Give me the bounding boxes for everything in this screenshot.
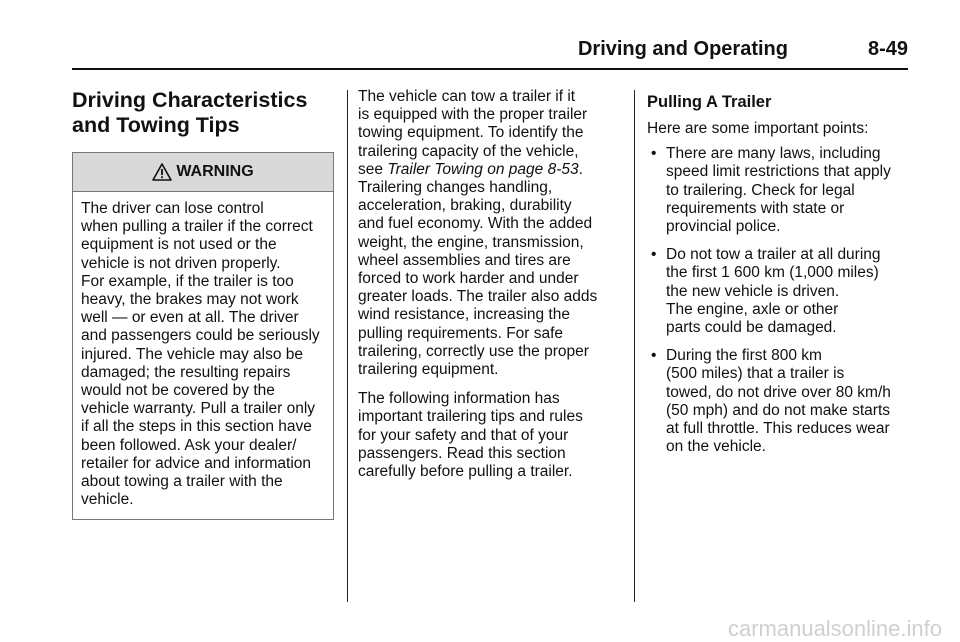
section-title: Driving and Operating: [577, 38, 788, 60]
paragraph-line: greater loads. The trailer also adds: [358, 288, 598, 306]
paragraph-line: acceleration, braking, durability: [358, 197, 572, 215]
list-item-line: The engine, axle or other: [666, 300, 839, 318]
bullet-icon: •: [651, 347, 657, 365]
subheading: Pulling A Trailer: [647, 93, 772, 111]
paragraph-line: trailering, correctly use the proper: [358, 342, 589, 360]
intro-paragraph: [358, 88, 608, 379]
warning-text-line: damaged; the resulting repairs: [81, 363, 291, 381]
warning-text-line: heavy, the brakes may not work: [81, 291, 299, 309]
paragraph-line: trailering equipment.: [358, 361, 499, 379]
reference-period: .: [578, 160, 583, 178]
list-item: [647, 246, 903, 337]
list-item-line: to trailering. Check for legal: [666, 181, 855, 199]
bullet-icon: •: [651, 145, 657, 163]
warning-text-line: and passengers could be seriously: [81, 327, 320, 345]
list-item-line: at full throttle. This reduces wear: [666, 420, 890, 438]
tips-paragraph: [358, 390, 608, 481]
paragraph-line: is equipped with the proper trailer: [358, 106, 588, 124]
column-1: [72, 88, 334, 520]
points-intro: Here are some important points:: [647, 120, 869, 137]
list-item: [647, 347, 903, 456]
list-item-line: (50 mph) and do not make starts: [666, 401, 891, 419]
warning-text-line: vehicle.: [81, 491, 134, 509]
warning-text-line: if all the steps in this section have: [81, 418, 312, 436]
paragraph-line: weight, the engine, transmission,: [358, 233, 584, 251]
warning-text-line: well — or even at all. The driver: [81, 309, 299, 327]
warning-text-line: equipment is not used or the: [81, 236, 277, 254]
watermark: carmanualsonline.info: [727, 616, 942, 641]
main-heading-line-1: Driving Characteristics: [72, 88, 308, 112]
list-item-line: the first 1 600 km (1,000 miles): [666, 264, 879, 282]
paragraph-line: wind resistance, increasing the: [358, 306, 570, 324]
see-text: see: [358, 160, 388, 178]
main-heading-line-2: and Towing Tips: [72, 113, 240, 137]
main-heading: [72, 88, 334, 138]
warning-header: [73, 153, 333, 192]
column-2: [358, 88, 608, 492]
column-3: [647, 88, 903, 466]
list-item-line: During the first 800 km: [666, 347, 822, 365]
paragraph-line: forced to work harder and under: [358, 270, 579, 288]
list-item-line: provincial police.: [666, 218, 781, 236]
list-item-line: speed limit restrictions that apply: [666, 163, 891, 181]
paragraph-line: Trailering changes handling,: [358, 179, 553, 197]
list-item-line: There are many laws, including: [666, 145, 881, 163]
paragraph-line: The vehicle can tow a trailer if it: [358, 88, 576, 105]
warning-text-line: been followed. Ask your dealer/: [81, 436, 297, 454]
column-divider-1: [347, 90, 348, 602]
page-header: [72, 34, 908, 70]
warning-label: WARNING: [176, 162, 254, 180]
trailer-towing-reference[interactable]: Trailer Towing on page 8-53: [387, 160, 579, 178]
warning-body: [73, 192, 333, 519]
warning-text-line: The driver can lose control: [81, 200, 264, 217]
page-number: 8-49: [867, 38, 908, 60]
bullet-list: [647, 145, 903, 456]
list-item-line: the new vehicle is driven.: [666, 282, 840, 300]
see-reference-line: [358, 161, 608, 179]
list-item-line: requirements with state or: [666, 199, 845, 217]
paragraph-line: The following information has: [358, 390, 560, 408]
list-item: [647, 145, 903, 236]
paragraph-line: trailering capacity of the vehicle,: [358, 142, 579, 160]
paragraph-line: important trailering tips and rules: [358, 408, 583, 426]
warning-text-line: about towing a trailer with the: [81, 473, 283, 491]
paragraph-line: passengers. Read this section: [358, 444, 566, 462]
paragraph-line: towing equipment. To identify the: [358, 124, 584, 142]
warning-text-line: injured. The vehicle may also be: [81, 345, 304, 363]
warning-text-line: For example, if the trailer is too: [81, 272, 294, 290]
list-item-line: Do not tow a trailer at all during: [666, 246, 881, 264]
warning-text-line: vehicle warranty. Pull a trailer only: [81, 400, 316, 418]
paragraph-line: for your safety and that of your: [358, 426, 569, 444]
bullet-icon: •: [651, 246, 657, 264]
warning-box: [72, 152, 334, 520]
warning-text-line: vehicle is not driven properly.: [81, 254, 281, 272]
paragraph-line: pulling requirements. For safe: [358, 324, 564, 342]
list-item-line: parts could be damaged.: [666, 319, 837, 337]
list-item-line: towed, do not drive over 80 km/h: [666, 383, 891, 401]
paragraph-line: wheel assemblies and tires are: [358, 251, 571, 269]
column-divider-2: [634, 90, 635, 602]
warning-triangle-icon: [152, 163, 172, 181]
list-item-line: on the vehicle.: [666, 438, 766, 456]
paragraph-line: carefully before pulling a trailer.: [358, 463, 573, 481]
warning-text-line: when pulling a trailer if the correct: [81, 218, 313, 236]
warning-text-line: retailer for advice and information: [81, 454, 312, 472]
warning-text-line: would not be covered by the: [81, 382, 275, 400]
list-item-line: (500 miles) that a trailer is: [666, 365, 845, 383]
paragraph-line: and fuel economy. With the added: [358, 215, 593, 233]
